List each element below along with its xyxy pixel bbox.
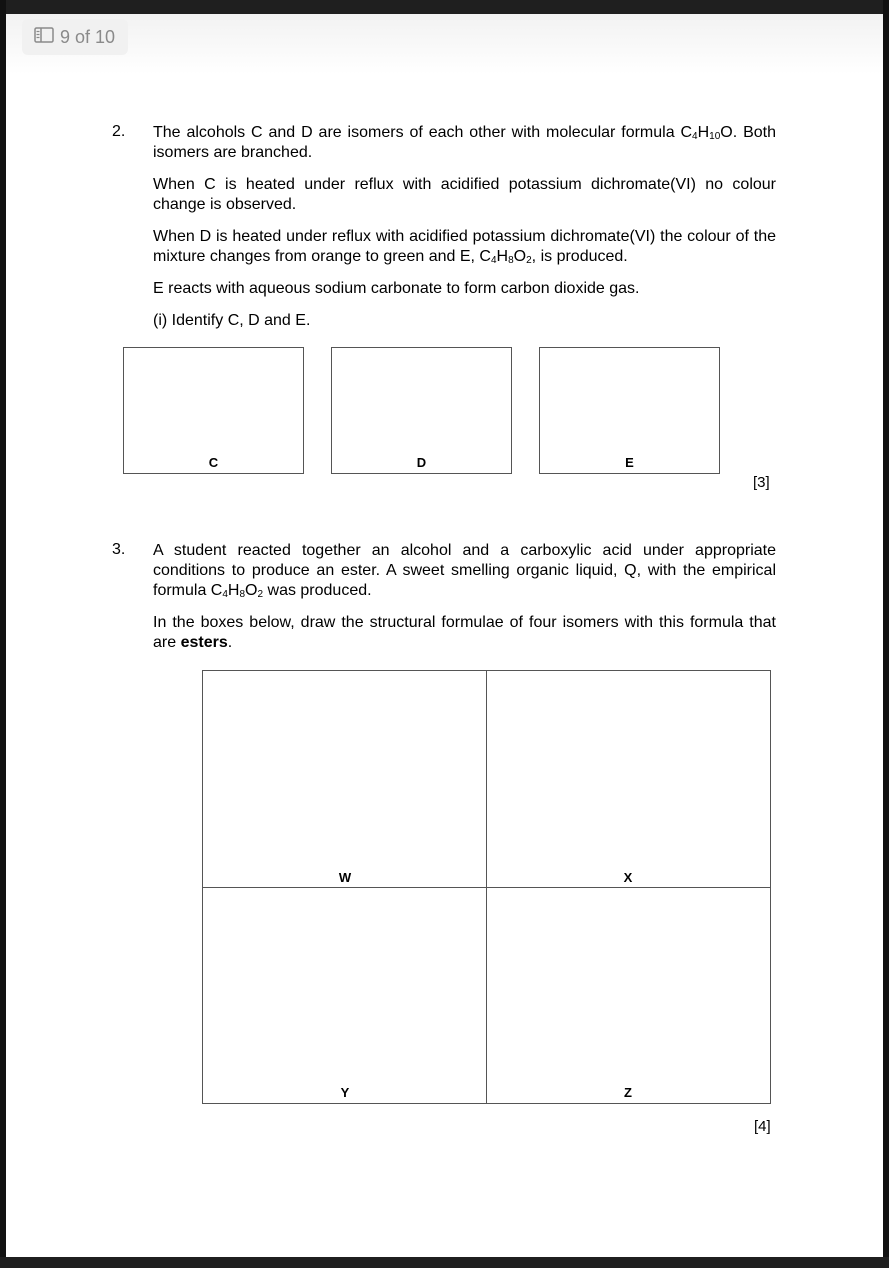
page-header-fade (6, 14, 883, 74)
viewer-top-bar (0, 0, 889, 14)
grid-cell-z-label: Z (624, 1085, 632, 1100)
page-indicator-text: 9 of 10 (60, 26, 116, 47)
page-indicator[interactable] (22, 19, 128, 55)
question-2-part-i: (i) Identify C, D and E. (153, 312, 311, 329)
question-2-intro: The alcohols C and D are isomers of each other with molecular formula $C_4H_{10}O$. Both isomers are branched. (153, 124, 776, 161)
question-2-para-c: When C is heated under reflux with acidified potassium dichromate(VI) no colour change is observed. (153, 176, 776, 213)
question-2-para-d: When D is heated under reflux with acidified potassium dichromate(VI) the colour of the mixture changes from orange to green and E, $C_4H_8O_2$, is produced. (153, 228, 776, 266)
grid-cell-w-label: W (338, 870, 352, 885)
answer-box-c-label: C (208, 455, 219, 470)
answer-box-e-label: E (625, 455, 634, 470)
viewer-bottom-bar (0, 1257, 889, 1280)
grid-horizontal-divider (203, 887, 770, 888)
answer-box-c[interactable] (123, 347, 304, 474)
grid-cell-y-label: Y (340, 1085, 350, 1100)
question-3-number: 3. (112, 541, 126, 558)
question-3-para-2: In the boxes below, draw the structural formulae of four isomers with this formula that are esters. (153, 614, 776, 651)
question-3-para-1: A student reacted together an alcohol and a carboxylic acid under appropriate conditions to produce an ester. A sweet smelling organic liquid, Q, with the empirical formula $C_4H_8O_2$ was produced. (153, 542, 776, 600)
question-3-marks: [4] (754, 1118, 771, 1135)
viewer-right-edge (883, 0, 889, 1280)
answer-box-e[interactable] (539, 347, 720, 474)
question-2-para-e: E reacts with aqueous sodium carbonate to form carbon dioxide gas. (153, 280, 640, 297)
answer-box-d[interactable] (331, 347, 512, 474)
answer-box-d-label: D (416, 455, 427, 470)
ester-isomer-grid (202, 670, 771, 1104)
viewer-bottom-strip (0, 1268, 889, 1280)
question-2-number: 2. (112, 123, 126, 140)
grid-cell-x-label: X (623, 870, 633, 885)
question-2-marks: [3] (753, 474, 770, 491)
page-thumbnail-icon (34, 27, 54, 48)
document-page (6, 14, 883, 1257)
